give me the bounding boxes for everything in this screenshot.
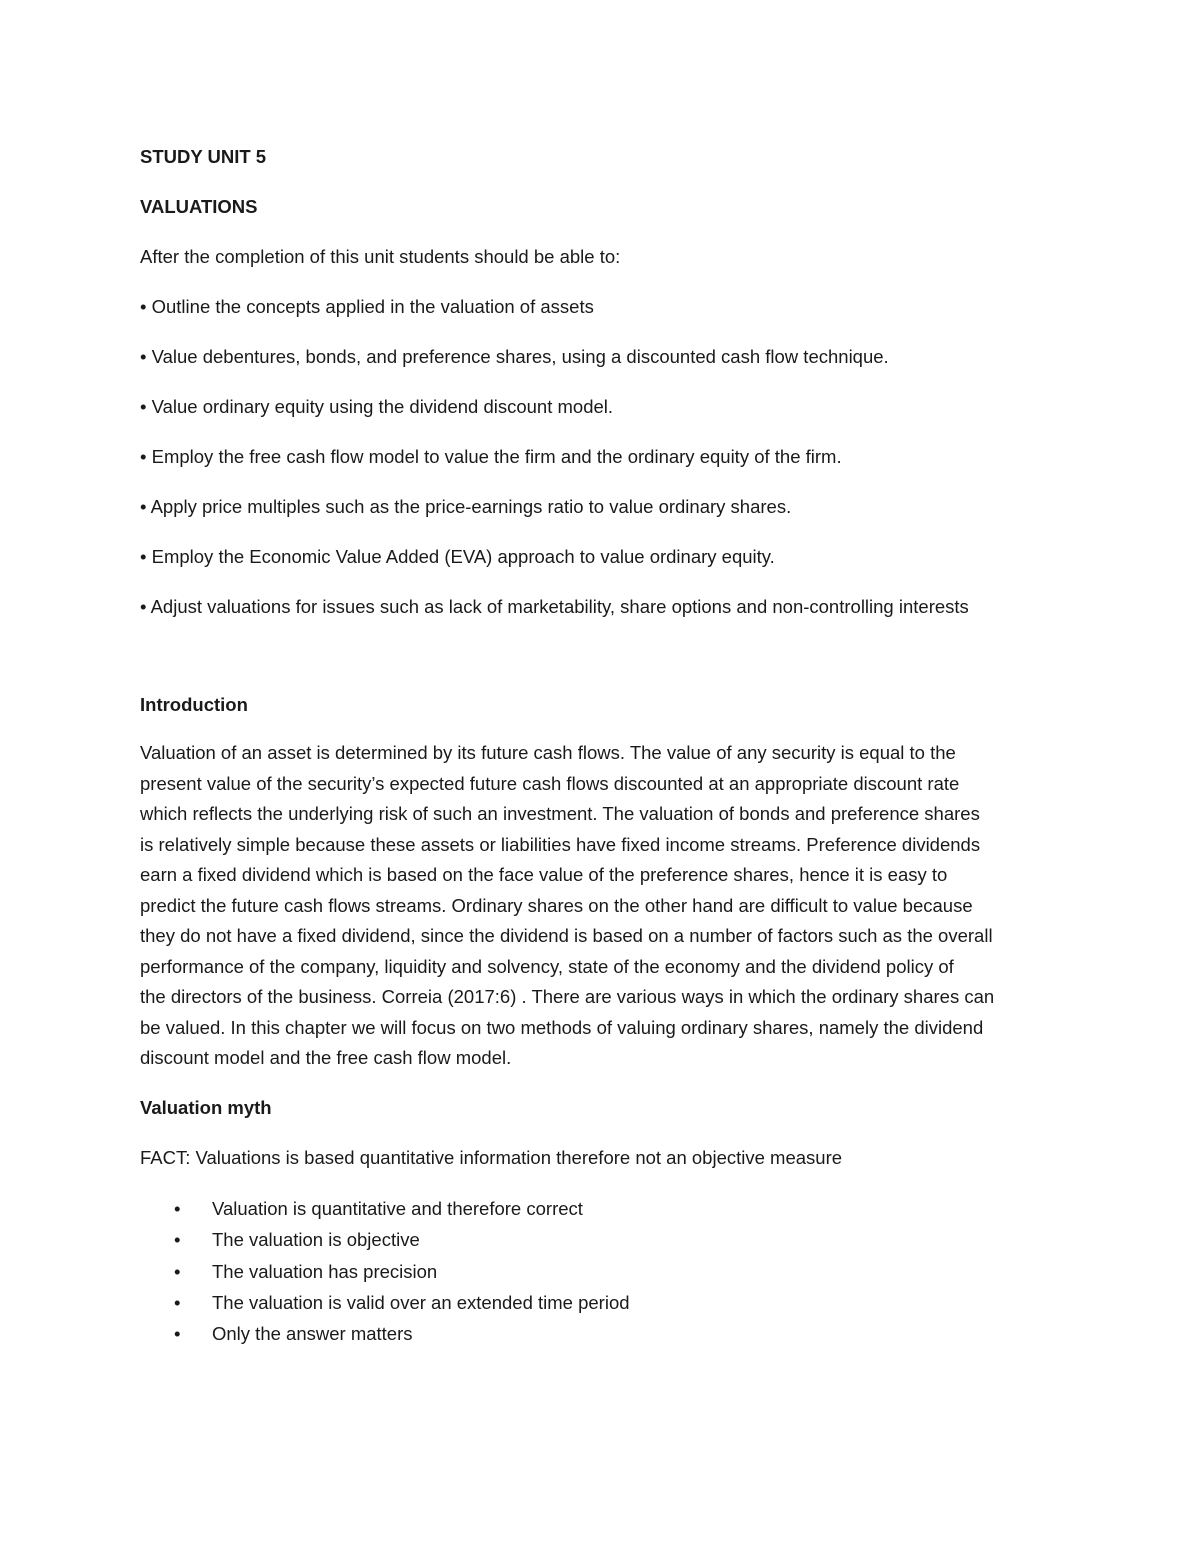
paragraph-line: is relatively simple because these assets or liabilities have fixed income streams. Preference dividends xyxy=(140,833,981,855)
paragraph-line: present value of the security’s expected future cash flows discounted at an appropriate discount rate xyxy=(140,772,960,794)
paragraph-line: be valued. In this chapter we will focus on two methods of valuing ordinary shares, namely the dividend xyxy=(140,1016,984,1038)
bullet-icon: • xyxy=(174,1229,181,1251)
objective-item: • Employ the free cash flow model to value the firm and the ordinary equity of the firm. xyxy=(140,446,842,467)
paragraph-line: which reflects the underlying risk of such an investment. The valuation of bonds and preference shares xyxy=(140,803,980,824)
list-item-text: The valuation is objective xyxy=(212,1229,420,1251)
section-title: VALUATIONS xyxy=(140,196,258,217)
unit-title: STUDY UNIT 5 xyxy=(140,146,267,167)
list-item-text: The valuation is valid over an extended time period xyxy=(212,1291,630,1313)
paragraph-line: discount model and the free cash flow model. xyxy=(140,1047,512,1068)
paragraph-line: they do not have a fixed dividend, since the dividend is based on a number of factors such as the overall xyxy=(140,925,993,946)
introduction-paragraph xyxy=(140,738,1070,1074)
bullet-icon: • xyxy=(174,1198,181,1219)
list-item-text: The valuation has precision xyxy=(212,1260,438,1282)
paragraph-line: Valuation of an asset is determined by its future cash flows. The value of any security is equal to the xyxy=(140,742,956,763)
list-item-text: Valuation is quantitative and therefore correct xyxy=(212,1198,583,1219)
objective-item: • Value debentures, bonds, and preference shares, using a discounted cash flow technique. xyxy=(140,346,889,367)
fact-statement: FACT: Valuations is based quantitative information therefore not an objective measure xyxy=(140,1147,843,1168)
paragraph-line: the directors of the business. Correia (2017:6) . There are various ways in which the ordinary shares can xyxy=(140,986,995,1007)
objective-item: • Outline the concepts applied in the valuation of assets xyxy=(140,296,594,317)
paragraph-line: predict the future cash flows streams. Ordinary shares on the other hand are difficult to value because xyxy=(140,894,973,916)
bullet-icon: • xyxy=(174,1291,181,1313)
bullet-icon: • xyxy=(174,1323,181,1345)
objectives-intro: After the completion of this unit students should be able to: xyxy=(140,246,621,267)
paragraph-line: earn a fixed dividend which is based on the face value of the preference shares, hence it is easy to xyxy=(140,864,948,885)
objective-item: • Adjust valuations for issues such as lack of marketability, share options and non-controlling interests xyxy=(140,596,969,617)
myth-heading: Valuation myth xyxy=(140,1097,272,1118)
objective-item: • Apply price multiples such as the price-earnings ratio to value ordinary shares. xyxy=(140,496,792,517)
objective-item: • Employ the Economic Value Added (EVA) approach to value ordinary equity. xyxy=(140,546,775,567)
list-item-text: Only the answer matters xyxy=(212,1323,413,1345)
bullet-icon: • xyxy=(174,1260,181,1282)
objective-item: • Value ordinary equity using the dividend discount model. xyxy=(140,396,614,417)
introduction-heading: Introduction xyxy=(140,694,248,715)
paragraph-line: performance of the company, liquidity and solvency, state of the economy and the dividend policy of xyxy=(140,955,954,977)
